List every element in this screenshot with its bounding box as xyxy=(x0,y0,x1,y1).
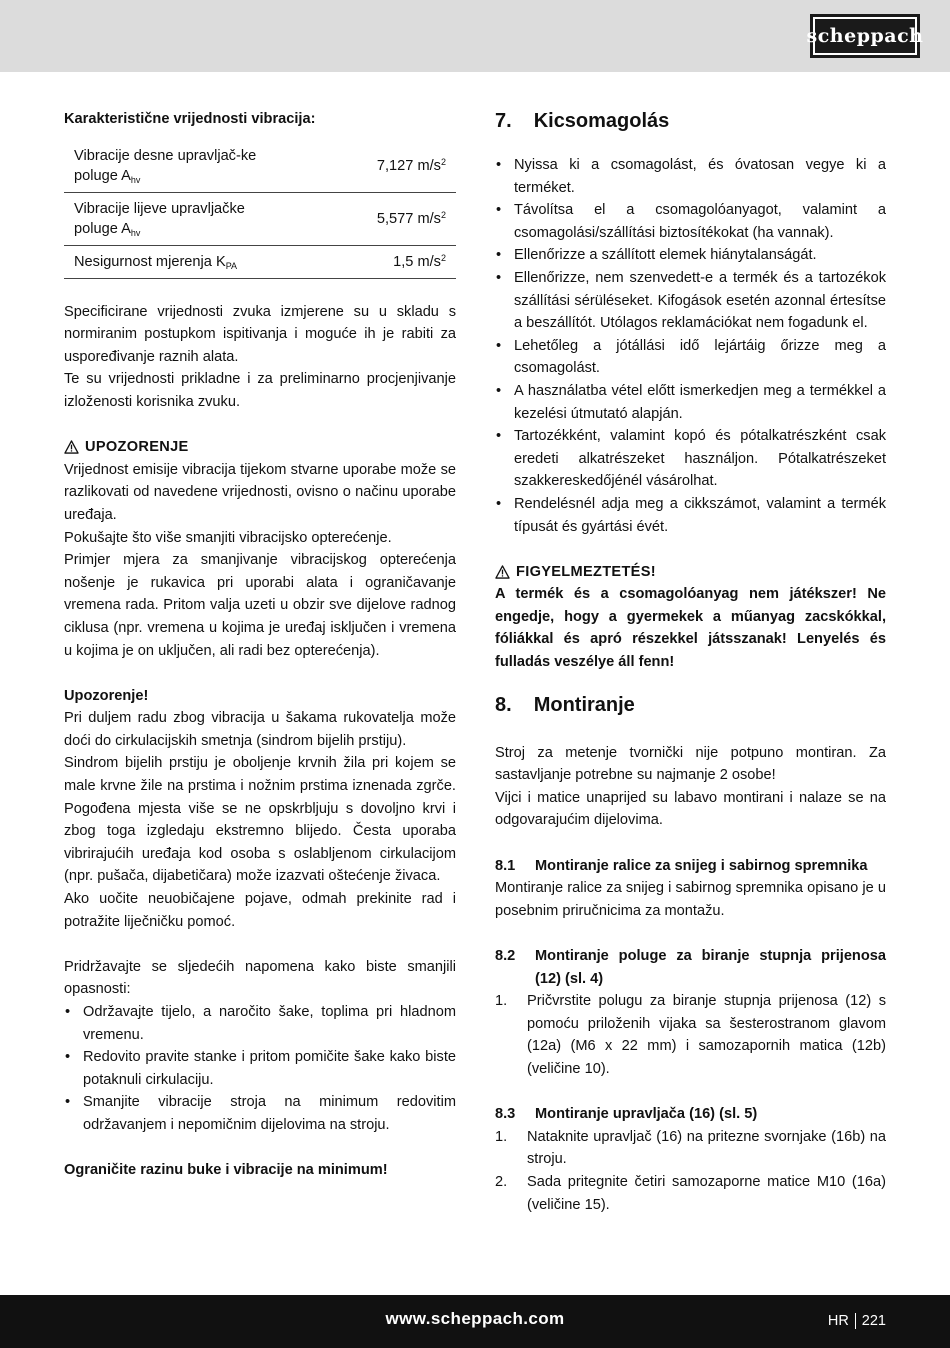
subsection-title: Montiranje upravljača (16) (sl. 5) xyxy=(535,1106,758,1123)
caution-text-3: Ako uočite neuobičajene pojave, odmah prekinite rad i potražite liječničku pomoć. xyxy=(64,891,456,930)
warning-heading xyxy=(64,436,456,459)
scheppach-logo xyxy=(806,14,924,58)
subsection-8-3-heading xyxy=(495,1103,886,1126)
table-cell-label xyxy=(64,245,299,278)
sound-values-paragraph-2: Te su vrijednosti prikladne i za preliminarno procjenjivanje izloženosti korisnika zvuku. xyxy=(64,371,456,410)
subsection-8-2-heading xyxy=(495,945,886,990)
table-row xyxy=(64,192,456,245)
label-text: Vibracije desne upravljač-ke poluge A xyxy=(74,147,257,184)
section-title: Montiranje xyxy=(533,693,635,716)
subsection-title: Montiranje ralice za snijeg i sabirnog spremnika xyxy=(535,857,868,874)
list-item: • Távolítsa el a csomagolóanyagot, valamint a csomagolási/szállítási biztosítékokat (ha vannak). xyxy=(495,199,886,244)
subsection-number: 8.3 xyxy=(495,1106,516,1123)
step-number: 1. xyxy=(495,993,508,1010)
value-superscript: 2 xyxy=(440,252,446,263)
label-text: Vibracije lijeve upravljačke poluge A xyxy=(74,200,245,237)
list-item: • Ellenőrizze a szállított elemek hiánytalanságát. xyxy=(495,244,886,267)
left-column xyxy=(64,108,456,1182)
table-cell-value xyxy=(299,192,456,245)
step-number: 1. xyxy=(495,1128,508,1145)
warning-text-3: Primjer mjera za smanjivanje vibracijskog opterećenja nošenje je rukavica pri uporabi alata i ograničavanje vremena rada. Pritom valja uzeti u obzir sve dijelove radnog ciklusa (npr. vremena u kojima je uređaj isključen i vremena u kojima je on uključen, ali radi bez opterećenja). xyxy=(64,552,456,659)
footer-bar xyxy=(0,1295,950,1348)
step-text: Sada pritegnite četiri samozaporne matice M10 (16a) (veličine 15). xyxy=(527,1173,886,1213)
header-bar xyxy=(0,0,950,72)
assembly-text-2: Vijci i matice unaprijed su labavo montirani i nalaze se na odgovarajućim dijelovima. xyxy=(495,789,886,829)
warning-text-1: Vrijednost emisije vibracija tijekom stvarne uporabe može se razlikovati od navedene vrijednosti, ovisno o načinu uporabe uređaja. xyxy=(64,461,456,523)
caution-text-1: Pri duljem radu zbog vibracija u šakama rukovatelja može doći do cirkulacijskih smetnja (sindrom bijelih prstiju). xyxy=(64,710,456,749)
warning-triangle-icon xyxy=(64,440,79,454)
page-number: 221 xyxy=(861,1313,886,1329)
subsection-8-1-heading xyxy=(495,855,886,878)
subsection-8-1-text: Montiranje ralice za snijeg i sabirnog spremnika opisano je u posebnim priručnicima za montažu. xyxy=(495,880,886,919)
caution-text-2: Sindrom bijelih prstiju je oboljenje krvnih žila pri kojem se male krvne žile na prstima i nožnim prstima iznenada zgrče. Pogođena mjesta više se ne opskrbljuju s dovoljno krvi i zbog toga izgledaju ekstremno blijedo. Česta uporaba vibrirajućih uređaja kod osoba s oslabljenom cirkulacijom (npr. pušača, dijabetičara) može izazvati oštećenje živaca. xyxy=(64,755,456,885)
label-text: Nesigurnost mjerenja K xyxy=(74,253,226,270)
table-row xyxy=(64,140,456,193)
separator xyxy=(855,1313,856,1329)
list-item: • Nyissa ki a csomagolást, és óvatosan vegye ki a terméket. xyxy=(495,154,886,199)
table-cell-value xyxy=(299,245,456,278)
tips-intro: Pridržavajte se sljedećih napomena kako biste smanjili opasnosti: xyxy=(64,958,456,998)
section-title: Kicsomagolás xyxy=(533,110,670,132)
list-item: • Ellenőrizze, nem szenvedett-e a termék és a tartozékok szállítási sérüléseket. Kifogások esetén azonnal értesítse a beszállítót. Utólagos reklamációkat nem fogadunk el. xyxy=(495,267,886,335)
vibration-values-title: Karakteristične vrijednosti vibracija: xyxy=(64,111,316,127)
list-item: • Održavajte tijelo, a naročito šake, toplima pri hladnom vremenu. xyxy=(64,1001,456,1046)
value-superscript: 2 xyxy=(440,156,446,167)
list-item: • Rendelésnél adja meg a cikkszámot, valamint a termék típusát és gyártási évét. xyxy=(495,493,886,538)
right-column xyxy=(495,108,886,1216)
list-item xyxy=(495,1171,886,1216)
list-item xyxy=(495,990,886,1080)
warning-heading xyxy=(495,561,886,584)
list-item: • Lehetőleg a jótállási idő lejártáig őrizze meg a csomagolást. xyxy=(495,335,886,380)
warning-text-2: Pokušajte što više smanjiti vibracijsko opterećenje. xyxy=(64,529,392,546)
sound-values-paragraph: Specificirane vrijednosti zvuka izmjerene su u skladu s normiranim postupkom ispitivanja i moguće ih je rabiti za uspoređivanje raznih alata. xyxy=(64,303,456,365)
table-cell-label xyxy=(64,192,299,245)
warning-text: A termék és a csomagolóanyag nem játékszer! Ne engedje, hogy a gyermekek a műanyag zacskókkal, fóliákkal és apró részekkel játsszanak! Lenyelés és fulladás veszélye áll fenn! xyxy=(495,586,886,671)
value-text: 7,127 m/s xyxy=(376,157,441,174)
table-cell-value xyxy=(299,140,456,193)
website-url: www.scheppach.com xyxy=(385,1309,565,1328)
list-item: • Smanjite vibracije stroja na minimum redovitim održavanjem i nepomičnim dijelovima na stroju. xyxy=(64,1091,456,1136)
section-number: 7. xyxy=(495,110,512,132)
list-item: • Tartozékként, valamint kopó és pótalkatrészként csak eredeti alkatrészeket használjon. Pótalkatrészeket szakkereskedőjénél vásárolhat. xyxy=(495,425,886,493)
subsection-number: 8.1 xyxy=(495,857,516,874)
list-item: • Redovito pravite stanke i pritom pomičite šake kako biste potaknuli cirkulaciju. xyxy=(64,1046,456,1091)
language-code: HR xyxy=(827,1313,849,1329)
tips-list xyxy=(64,1001,456,1137)
closing-statement: Ograničite razinu buke i vibracije na minimum! xyxy=(64,1162,388,1179)
step-text: Nataknite upravljač (16) na pritezne svornjake (16b) na stroju. xyxy=(527,1128,886,1168)
subsection-number: 8.2 xyxy=(495,948,516,964)
caution-title: Upozorenje! xyxy=(64,687,149,704)
value-text: 1,5 m/s xyxy=(393,253,441,270)
warning-title: UPOZORENJE xyxy=(85,439,189,456)
list-item: • A használatba vétel előtt ismerkedjen meg a termékkel a kezelési útmutató alapján. xyxy=(495,380,886,425)
step-number: 2. xyxy=(495,1173,508,1190)
value-text: 5,577 m/s xyxy=(376,210,441,227)
assembly-text-1: Stroj za metenje tvornički nije potpuno montiran. Za sastavljanje potrebne su najmanje 2 osobe! xyxy=(495,744,886,784)
warning-triangle-icon xyxy=(495,565,510,579)
page-indicator xyxy=(828,1310,886,1333)
unpacking-list xyxy=(495,154,886,538)
gear-lever-steps xyxy=(495,990,886,1080)
subsection-title: Montiranje poluge za biranje stupnja prijenosa (12) (sl. 4) xyxy=(535,948,886,987)
table-row xyxy=(64,245,456,278)
table-cell-label xyxy=(64,140,299,193)
logo-text: scheppach xyxy=(806,24,924,47)
warning-title: FIGYELMEZTETÉS! xyxy=(516,563,656,580)
list-item xyxy=(495,1126,886,1171)
vibration-table xyxy=(64,140,456,279)
value-superscript: 2 xyxy=(440,209,446,220)
handlebar-steps xyxy=(495,1126,886,1216)
label-subscript: PA xyxy=(225,260,238,271)
label-subscript: hv xyxy=(130,174,141,185)
step-text: Pričvrstite polugu za biranje stupnja prijenosa (12) s pomoću priloženih vijaka sa šesterostranom glavom (12a) (M6 x 22 mm) i samozapornih matica (12b) (veličine 10). xyxy=(527,993,886,1077)
section-8-heading xyxy=(495,692,886,718)
section-7-heading xyxy=(495,108,886,134)
label-subscript: hv xyxy=(130,227,141,238)
section-number: 8. xyxy=(495,693,512,716)
